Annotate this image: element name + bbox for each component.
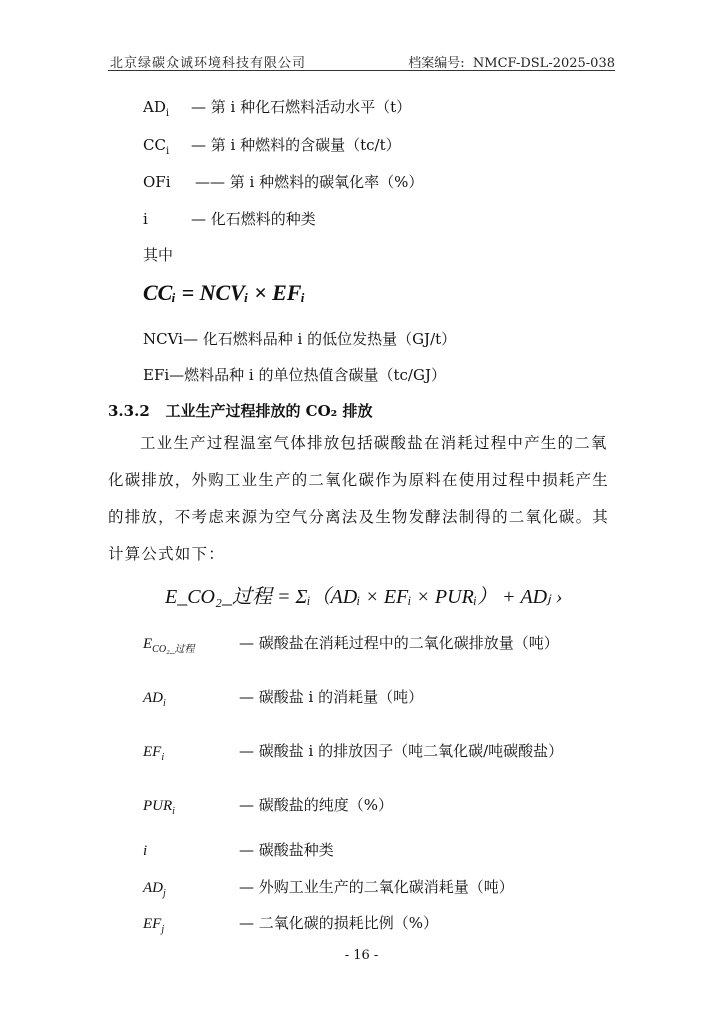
formula-emission: E_CO₂_过程 = Σᵢ（ADᵢ × EFᵢ × PURᵢ） + ADⱼ › <box>165 586 563 608</box>
body-paragraph: 工业生产过程温室气体排放包括碳酸盐在消耗过程中产生的二氧化碳排放，外购工业生产的二氧化碳作为原料在使用过程中损耗产生的排放，不考虑来源为空气分离法及生物发酵法制得的二氧化碳。其计算公式如下： <box>108 434 610 563</box>
def-row: NCVi— 化石燃料品种 i 的低位发热量（GJ/t） <box>143 330 457 348</box>
page-number: - 16 - <box>344 948 379 963</box>
company-name: 北京绿碳众诚环境科技有限公司 <box>110 56 307 71</box>
def-row: $EF_j$ — 二氧化碳的损耗比例（%） <box>143 914 439 935</box>
formula-cc: CCᵢ = NCVᵢ × EFᵢ <box>143 280 306 305</box>
section-heading: 3.3.2 工业生产过程排放的 CO₂ 排放 <box>108 402 373 420</box>
def-row: $EF_i$ — 碳酸盐 i 的排放因子（吨二氧化碳/吨碳酸盐） <box>143 742 564 763</box>
def-row: $E_{CO_2\_过程}$ — 碳酸盐在消耗过程中的二氧化碳排放量（吨） <box>143 634 559 655</box>
def-row: OFi —— 第 i 种燃料的碳氧化率（%） <box>143 173 424 191</box>
def-row: EFi—燃料品种 i 的单位热值含碳量（tc/GJ） <box>143 366 446 384</box>
def-row: i — 碳酸盐种类 <box>143 841 334 859</box>
def-row: i — 化石燃料的种类 <box>143 210 316 228</box>
doc-number: 档案编号: NMCF-DSL-2025-038 <box>408 56 615 71</box>
def-row: $AD_i$ — 碳酸盐 i 的消耗量（吨） <box>143 688 424 709</box>
qizhong-text: 其中 <box>143 246 174 264</box>
def-row: $PUR_i$ — 碳酸盐的纯度（%） <box>143 796 394 817</box>
page-header <box>108 48 615 71</box>
def-row: $AD_j$ — 外购工业生产的二氧化碳消耗量（吨） <box>143 878 514 899</box>
def-row: $AD_i$ — 第 i 种化石燃料活动水平（t） <box>143 98 412 119</box>
def-row: $CC_i$ — 第 i 种燃料的含碳量（tc/t） <box>143 136 401 157</box>
